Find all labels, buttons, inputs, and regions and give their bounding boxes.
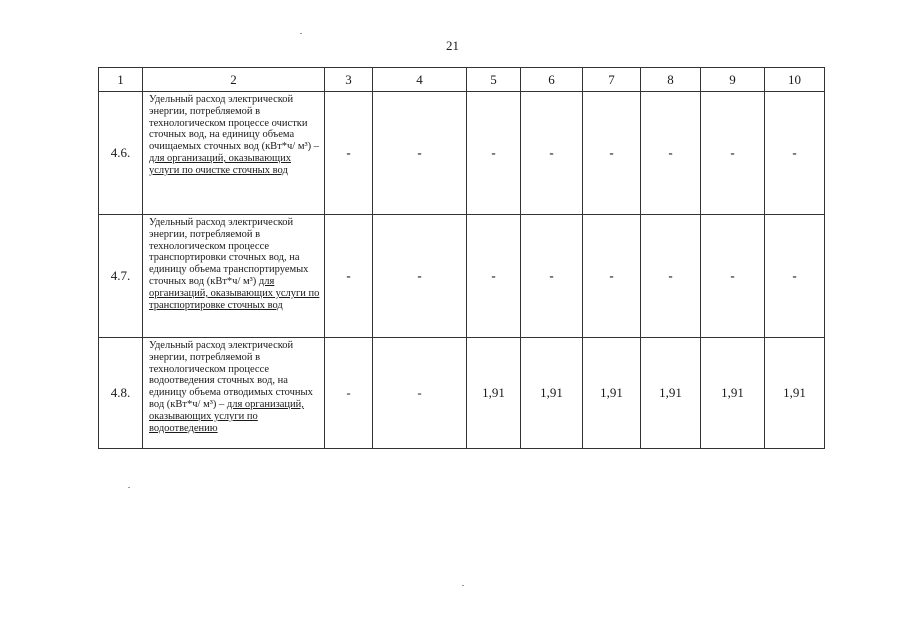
value-cell: - — [521, 215, 583, 338]
row-number: 4.7. — [99, 215, 143, 338]
value-cell: - — [325, 215, 373, 338]
table-row — [99, 215, 825, 338]
table-row — [99, 92, 825, 215]
value-cell: - — [701, 92, 765, 215]
description-text: Удельный расход электрической энергии, потребляемой в технологическом процессе очистки сточных вод, на единицу объема очищаемых сточных вод (кВт*ч/ м³) – — [149, 94, 320, 153]
header-cell: 4 — [373, 68, 467, 92]
value-cell: 1,91 — [765, 338, 825, 449]
value-cell: - — [373, 215, 467, 338]
value-cell: - — [373, 338, 467, 449]
header-row — [99, 68, 825, 92]
value-cell: - — [583, 215, 641, 338]
value-cell: - — [765, 215, 825, 338]
description-scope: для организаций, оказывающих услуги по водоотведению — [149, 398, 304, 434]
description-text: Удельный расход электрической энергии, потребляемой в технологическом процессе водоотведения сточных вод, на единицу объема отводимых сточных вод (кВт*ч/ м³) – — [149, 340, 313, 410]
value-cell: - — [583, 92, 641, 215]
scan-speck — [462, 585, 464, 586]
scan-speck — [128, 487, 130, 488]
header-cell: 3 — [325, 68, 373, 92]
header-cell: 9 — [701, 68, 765, 92]
description-scope: для организаций, оказывающих услуги по очистке сточных вод — [149, 152, 291, 176]
value-cell: - — [373, 92, 467, 215]
header-cell: 1 — [99, 68, 143, 92]
value-cell: 1,91 — [583, 338, 641, 449]
row-description — [143, 215, 325, 338]
table-row — [99, 338, 825, 449]
value-cell: - — [325, 338, 373, 449]
header-cell: 2 — [143, 68, 325, 92]
value-cell: - — [641, 215, 701, 338]
description-scope: для организаций, оказывающих услуги по транспортировке сточных вод — [149, 275, 320, 311]
value-cell: - — [521, 92, 583, 215]
row-number: 4.8. — [99, 338, 143, 449]
value-cell: - — [467, 92, 521, 215]
value-cell: 1,91 — [641, 338, 701, 449]
value-cell: 1,91 — [701, 338, 765, 449]
header-cell: 7 — [583, 68, 641, 92]
value-cell: - — [701, 215, 765, 338]
value-cell: 1,91 — [467, 338, 521, 449]
row-description — [143, 92, 325, 215]
page-number: 21 — [446, 38, 459, 53]
value-cell: - — [467, 215, 521, 338]
header-cell: 5 — [467, 68, 521, 92]
scan-speck — [300, 33, 302, 34]
row-number: 4.6. — [99, 92, 143, 215]
header-cell: 10 — [765, 68, 825, 92]
header-cell: 8 — [641, 68, 701, 92]
value-cell: 1,91 — [521, 338, 583, 449]
header-cell: 6 — [521, 68, 583, 92]
description-text: Удельный расход электрической энергии, потребляемой в технологическом процессе транспортировки сточных вод, на единицу объема транспортируемых сточных вод (кВт*ч/ м³) — [149, 217, 309, 287]
indicator-table — [98, 67, 825, 449]
value-cell: - — [641, 92, 701, 215]
row-description — [143, 338, 325, 449]
value-cell: - — [765, 92, 825, 215]
value-cell: - — [325, 92, 373, 215]
